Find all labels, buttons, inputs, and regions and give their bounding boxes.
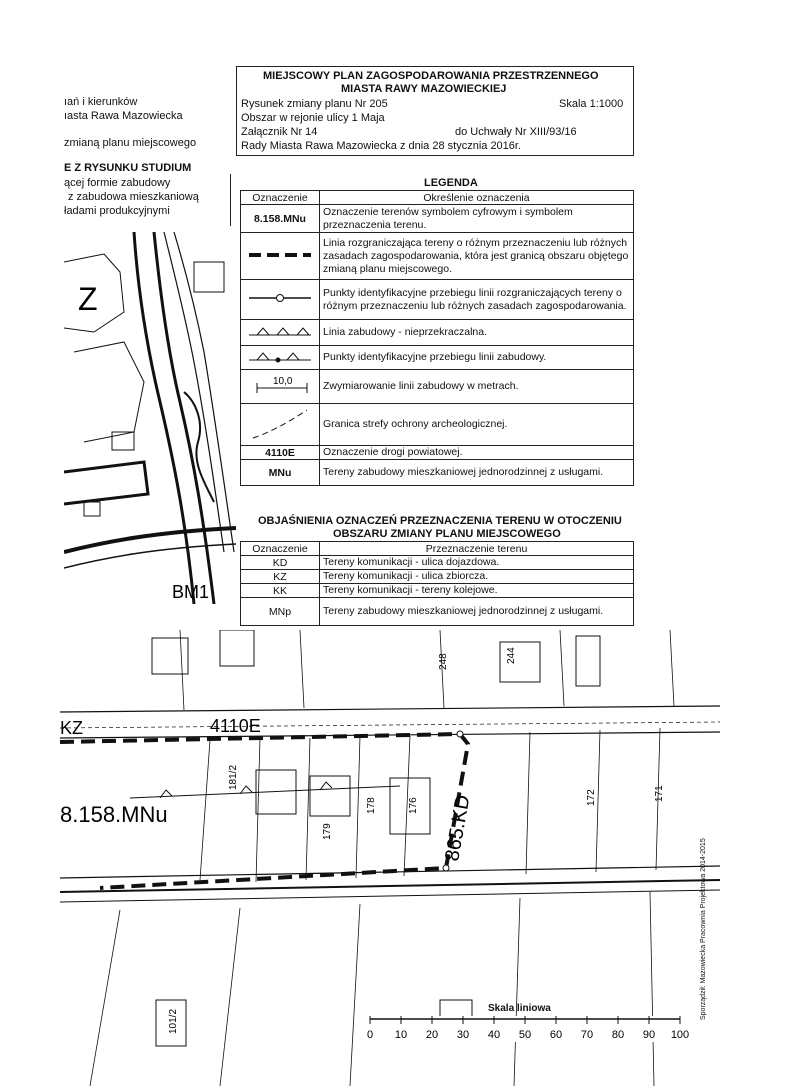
legend-desc: Linia rozgraniczająca tereny o różnym przeznaczeniu lub różnych zasadach zagospodarowania, która jest granicą obszaru objętego zmianą planu miejscowego. (320, 233, 634, 280)
scale-tick-label: 40 (487, 1029, 501, 1041)
parcel-number: 179 (322, 823, 333, 840)
legend-desc: Linia zabudowy - nieprzekraczalna. (320, 320, 634, 346)
parcel-number: 181/2 (228, 764, 239, 790)
map-label-kz: KZ (60, 718, 84, 738)
legend-desc: Oznaczenie drogi powiatowej. (320, 446, 634, 460)
legend-symbol-archaeology-zone (241, 404, 320, 446)
scale-tick-label: 50 (518, 1029, 532, 1041)
scale-tick-label: 10 (394, 1029, 408, 1041)
legend-symbol-building-points (241, 346, 320, 370)
studium-text-line: ładami produkcyjnymi (64, 205, 170, 217)
scale-tick-label: 60 (549, 1029, 563, 1041)
legend-desc: Punkty identyfikacyjne przebiegu linii rozgraniczających tereny o różnym przeznaczeniu lub różnych zasadach zagospodarowania. (320, 280, 634, 320)
scale-tick-label: 70 (580, 1029, 594, 1041)
drawing-number: Rysunek zmiany planu Nr 205 (241, 98, 388, 110)
map-label-zone: 8.158.MNu (60, 802, 168, 827)
legend2-desc: Tereny komunikacji - ulica zbiorcza. (320, 570, 634, 584)
parcel-number: 176 (408, 797, 419, 814)
legend-symbol-boundary-line (241, 233, 320, 280)
scale-bar (362, 1016, 692, 1042)
studium-box-edge (230, 174, 237, 226)
legend-symbol-road-code: 4110E (241, 446, 320, 460)
legend-col-description: Określenie oznaczenia (320, 191, 634, 205)
legend2-symbol: MNp (241, 598, 320, 626)
council-date: Rady Miasta Rawa Mazowiecka z dnia 28 stycznia 2016r. (241, 140, 522, 152)
studium-text-line: ıasta Rawa Mazowiecka (64, 110, 183, 122)
legend-dimension-value: 10,0 (273, 376, 293, 387)
parcel-number: 101/2 (168, 1008, 179, 1034)
plan-city: MIASTA RAWY MAZOWIECKIEJ (341, 83, 507, 95)
map-label-road-code: 4110E (210, 716, 261, 736)
scale-tick-label: 30 (456, 1029, 470, 1041)
legend-title: LEGENDA (424, 177, 478, 189)
legend-desc: Zwymiarowanie linii zabudowy w metrach. (320, 370, 634, 404)
legend-table (240, 190, 634, 486)
parcel-number: 171 (654, 785, 665, 802)
scale-tick-label: 90 (642, 1029, 656, 1041)
studium-text-line: zmianą planu miejscowego (64, 137, 197, 149)
legend2-desc: Tereny komunikacji - ulica dojazdowa. (320, 556, 634, 570)
legend2-col-purpose: Przeznaczenie terenu (320, 542, 634, 556)
legend-desc: Punkty identyfikacyjne przebiegu linii zabudowy. (320, 346, 634, 370)
plan-header-box (236, 66, 634, 156)
map-label-bm: BM1 (172, 582, 210, 602)
parcel-number: 248 (438, 653, 449, 670)
legend-desc: Oznaczenie terenów symbolem cyfrowym i symbolem przeznaczenia terenu. (320, 205, 634, 233)
studium-text-line: ıań i kierunków (64, 96, 138, 108)
legend2-symbol: KZ (241, 570, 320, 584)
legend-symbol-boundary-points (241, 280, 320, 320)
surroundings-legend-table (240, 541, 634, 626)
map-label-kd: 865.KD (441, 793, 475, 863)
studium-text-line: ącej formie zabudowy (64, 177, 171, 189)
annex-number: Załącznik Nr 14 (241, 126, 318, 138)
legend2-symbol: KK (241, 584, 320, 598)
scale-tick-label: 20 (425, 1029, 439, 1041)
scale-tick-label: 100 (670, 1029, 690, 1041)
legend2-title-line-1: OBJAŚNIENIA OZNACZEŃ PRZEZNACZENIA TERENU W OTOCZENIU (258, 515, 622, 527)
legend-symbol-zone-code: 8.158.MNu (241, 205, 320, 233)
legend-col-symbol: Oznaczenie (241, 191, 320, 205)
scale-bar-title: Skala liniowa (488, 1003, 551, 1014)
plan-area: Obszar w rejonie ulicy 1 Maja (241, 112, 385, 124)
legend2-desc: Tereny zabudowy mieszkaniowej jednorodzinnej z usługami. (320, 598, 634, 626)
studium-heading: E Z RYSUNKU STUDIUM (64, 162, 192, 174)
legend-symbol-building-line (241, 320, 320, 346)
scale-tick-label: 0 (366, 1029, 374, 1041)
legend2-desc: Tereny komunikacji - tereny kolejowe. (320, 584, 634, 598)
legend2-col-symbol: Oznaczenie (241, 542, 320, 556)
author-note: Sporządził: Mazowiecka Pracownia Projektowa 2014-2015 (700, 838, 707, 1020)
legend-desc: Tereny zabudowy mieszkaniowej jednorodzinnej z usługami. (320, 460, 634, 486)
map-label-z: Z (78, 281, 98, 317)
legend2-symbol: KD (241, 556, 320, 570)
legend-desc: Granica strefy ochrony archeologicznej. (320, 404, 634, 446)
parcel-number: 244 (506, 647, 517, 664)
legend-symbol-mnu: MNu (241, 460, 320, 486)
parcel-number: 178 (366, 797, 377, 814)
parcel-number: 172 (586, 789, 597, 806)
studium-map-excerpt (64, 232, 236, 604)
map-scale: Skala 1:1000 (559, 98, 624, 110)
plan-title: MIEJSCOWY PLAN ZAGOSPODAROWANIA PRZESTRZENNEGO (263, 70, 599, 82)
legend2-title-line-2: OBSZARU ZMIANY PLANU MIEJSCOWEGO (333, 528, 561, 540)
studium-text-line: z zabudowa mieszkaniową (68, 191, 199, 203)
scale-tick-label: 80 (611, 1029, 625, 1041)
legend-symbol-dimension (241, 370, 320, 404)
resolution-number: do Uchwały Nr XIII/93/16 (455, 126, 577, 138)
